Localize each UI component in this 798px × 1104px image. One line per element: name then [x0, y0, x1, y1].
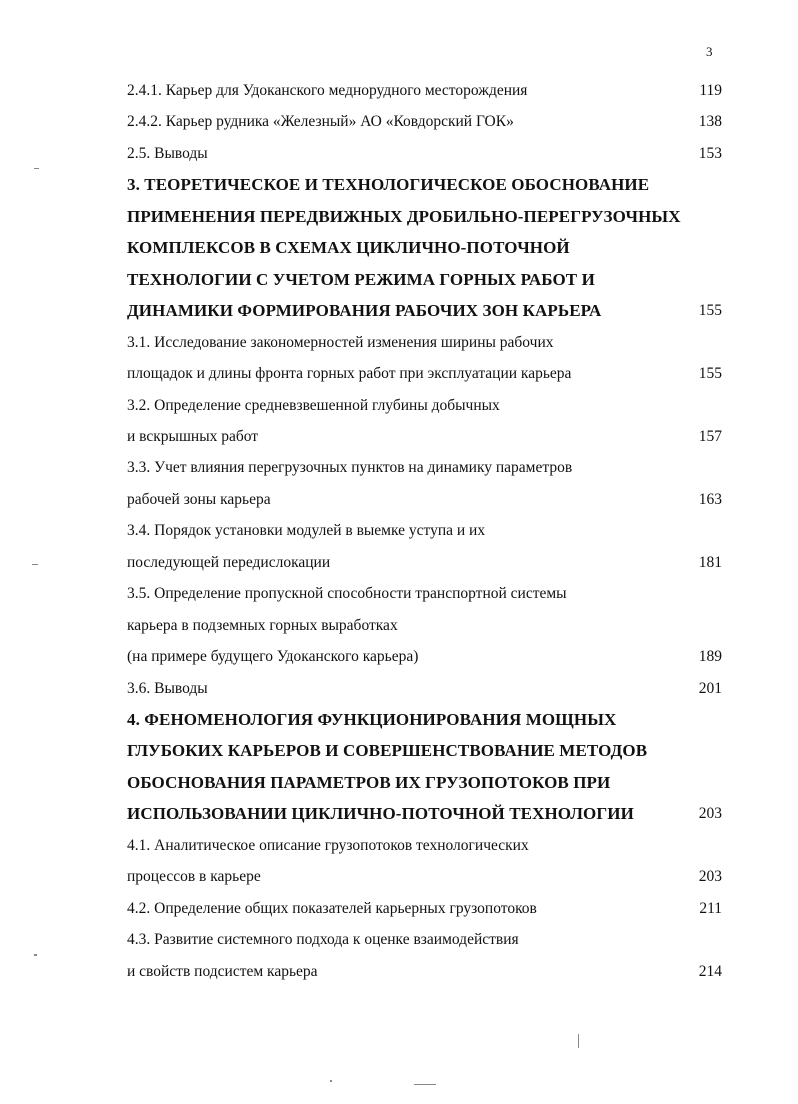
toc-entry-line [127, 647, 722, 678]
scan-speck [34, 168, 39, 169]
toc-entry-text: 3.3. Учет влияния перегрузочных пунктов на динамику параметров [127, 459, 573, 477]
toc-entry-text: 4.3. Развитие системного подхода к оценке взаимодействия [127, 931, 519, 949]
toc-entry-text: 4.2. Определение общих показателей карьерных грузопотоков [127, 899, 537, 917]
toc-entry-text: и свойств подсистем карьера [127, 962, 318, 980]
toc-entry-text: 3.5. Определение пропускной способности транспортной системы [127, 585, 567, 603]
toc-page-number: 119 [699, 82, 722, 99]
scan-speck [32, 564, 38, 565]
toc-page-number: 211 [699, 899, 722, 917]
toc-entry-text: (на примере будущего Удоканского карьера) [127, 648, 419, 666]
toc-page-number: 138 [698, 113, 722, 131]
toc-entry-text: 2.4.2. Карьер рудника «Железный» АО «Ковдорский ГОК» [127, 113, 514, 131]
toc-page-number: 181 [698, 553, 722, 571]
toc-chapter-line [127, 270, 722, 301]
toc-entry-text: ИСПОЛЬЗОВАНИИ ЦИКЛИЧНО-ПОТОЧНОЙ ТЕХНОЛОГИИ [127, 804, 634, 824]
toc-entry-line [127, 427, 722, 458]
toc-entry-line [127, 679, 722, 710]
toc-page-number: 163 [698, 490, 722, 508]
toc-chapter-line [127, 207, 722, 238]
toc-entry-line [127, 81, 722, 112]
toc-entry-text: последующей передислокации [127, 553, 331, 571]
toc-entry-line [127, 836, 722, 867]
toc-page-number: 203 [698, 868, 722, 886]
toc-entry-text: 2.5. Выводы [127, 144, 208, 162]
toc-entry-line [127, 521, 722, 552]
toc-entry-text: и вскрышных работ [127, 427, 259, 445]
toc-entry-text: рабочей зоны карьера [127, 490, 271, 508]
toc-page-number: 155 [698, 302, 722, 320]
toc-entry-text: 3.4. Порядок установки модулей в выемке уступа и их [127, 522, 486, 540]
toc-entry-line [127, 616, 722, 647]
toc-chapter-line [127, 710, 722, 741]
scan-speck [578, 1034, 579, 1048]
toc-entry-text: 4.1. Аналитическое описание грузопотоков технологических [127, 836, 529, 854]
toc-entry-text: 3.2. Определение средневзвешенной глубины добычных [127, 396, 500, 414]
toc-entry-text: ГЛУБОКИХ КАРЬЕРОВ И СОВЕРШЕНСТВОВАНИЕ МЕТОДОВ [127, 741, 648, 761]
scan-speck [414, 1084, 436, 1085]
toc-page-number: 214 [698, 962, 722, 980]
toc-page-number: 189 [698, 648, 722, 666]
toc-entry-line [127, 333, 722, 364]
toc-chapter-line [127, 175, 722, 206]
toc-entry-text: ТЕХНОЛОГИИ С УЧЕТОМ РЕЖИМА ГОРНЫХ РАБОТ И [127, 269, 595, 289]
toc-entry-text: 2.4.1. Карьер для Удоканского меднорудного месторождения [127, 82, 528, 99]
toc-entry-text: процессов в карьере [127, 868, 261, 886]
toc-entry-text: 4. ФЕНОМЕНОЛОГИЯ ФУНКЦИОНИРОВАНИЯ МОЩНЫХ [127, 710, 617, 729]
scan-speck [34, 954, 37, 956]
toc-entry-text: 3.6. Выводы [127, 679, 208, 697]
toc-entry-text: КОМПЛЕКСОВ В СХЕМАХ ЦИКЛИЧНО-ПОТОЧНОЙ [127, 238, 570, 258]
toc-entry-line [127, 899, 722, 930]
toc-entry-text: ДИНАМИКИ ФОРМИРОВАНИЯ РАБОЧИХ ЗОН КАРЬЕРА [127, 301, 602, 321]
toc-entry-text: ПРИМЕНЕНИЯ ПЕРЕДВИЖНЫХ ДРОБИЛЬНО-ПЕРЕГРУЗОЧНЫХ [127, 206, 681, 226]
toc-page-number: 201 [698, 679, 722, 697]
toc-chapter-line [127, 238, 722, 269]
toc-page-number: 155 [698, 365, 722, 383]
toc-page-number: 203 [698, 805, 722, 823]
toc-entry-text: 3. ТЕОРЕТИЧЕСКОЕ И ТЕХНОЛОГИЧЕСКОЕ ОБОСНОВАНИЕ [127, 175, 650, 195]
toc-entry-line [127, 930, 722, 961]
toc-entry-text: 3.1. Исследование закономерностей изменения ширины рабочих [127, 333, 554, 351]
toc-entry-text: карьера в подземных горных выработках [127, 616, 398, 634]
toc-chapter-line [127, 804, 722, 835]
toc-entry-text: ОБОСНОВАНИЯ ПАРАМЕТРОВ ИХ ГРУЗОПОТОКОВ ПРИ [127, 772, 611, 792]
toc-chapter-line [127, 741, 722, 772]
toc-entry-text: площадок и длины фронта горных работ при эксплуатации карьера [127, 365, 572, 383]
toc-entry-line [127, 490, 722, 521]
toc-entry-line [127, 553, 722, 584]
toc-entry-line [127, 962, 722, 993]
toc-entry-line [127, 144, 722, 175]
toc-entry-line [127, 458, 722, 489]
toc-entry-line [127, 867, 722, 898]
toc-page-number: 157 [698, 427, 722, 445]
toc-entry-line [127, 364, 722, 395]
toc-chapter-line [127, 301, 722, 332]
scan-speck [330, 1080, 332, 1082]
toc-entry-line [127, 112, 722, 143]
toc-chapter-line [127, 773, 722, 804]
toc-entry-line [127, 584, 722, 615]
toc-entry-line [127, 396, 722, 427]
toc-page-number: 153 [698, 144, 722, 162]
page-number: 3 [706, 44, 713, 59]
